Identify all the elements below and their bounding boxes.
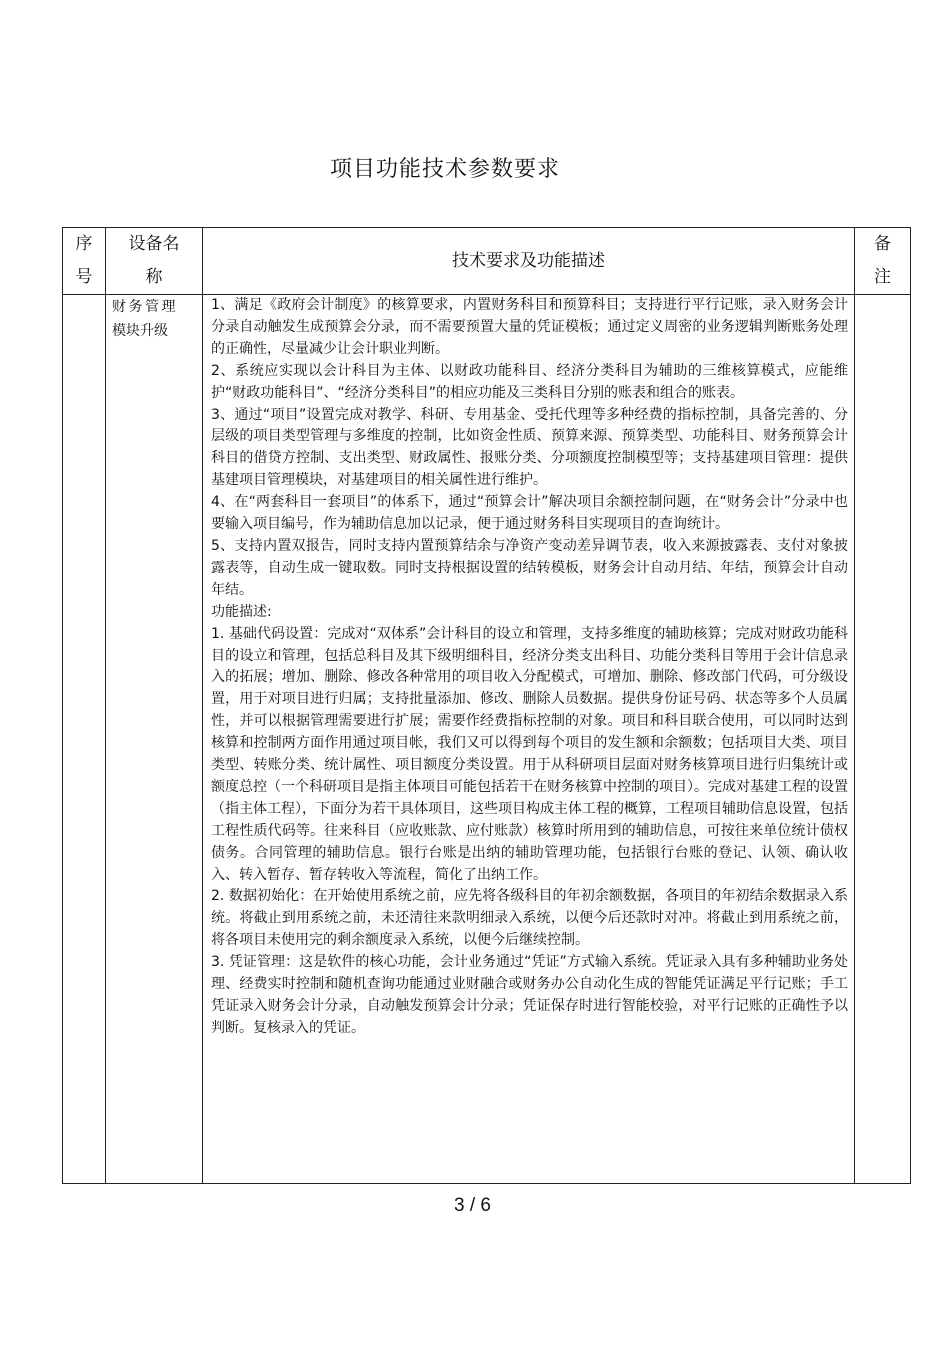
description-paragraph-5: 5、支持内置双报告，同时支持内置预算结余与净资产变动差异调节表，收入来源披露表、支付对象披露表等，自动生成一键取数。同时支持根据设置的结转模板，财务会计自动月结、年结，预算会计自动年结。	[211, 537, 848, 598]
row-note-cell	[855, 295, 911, 1184]
header-seq-line1: 序	[75, 234, 93, 254]
description-paragraph-1: 1、满足《政府会计制度》的核算要求，内置财务科目和预算科目；支持进行平行记账，录入财务会计分录自动触发生成预算会分录，而不需要预置大量的凭证模板；通过定义周密的业务逻辑判断账务处理的正确性，尽量减少让会计职业判断。	[211, 297, 848, 357]
header-note-line2: 注	[874, 267, 891, 287]
page-title: 项目功能技术参数要求	[329, 157, 560, 182]
function-item-voucher: 3. 凭证管理：这是软件的核心功能，会计业务通过“凭证”方式输入系统。凭证录入具有多种辅助业务处理、经费实时控制和随机查询功能通过业财融合或财务办公自动化生成的智能凭证满足平行记账；手工凭证录入财务会计分录，自动触发预算会计分录；凭证保存时进行智能校验，对平行记账的正确性予以判断。复核录入的凭证。	[211, 954, 848, 1036]
device-name-line1: 财务管理	[112, 299, 178, 315]
header-description: 技术要求及功能描述	[203, 228, 855, 295]
table-header-row	[63, 228, 911, 295]
page-number: 3 / 6	[454, 1195, 491, 1216]
header-device-line1: 设备名	[128, 234, 180, 254]
function-item-basic-codes: 1. 基础代码设置：完成对“双体系”会计科目的设立和管理，支持多维度的辅助核算；完成对财政功能科目的设立和管理，包括总科目及其下级明细科目，经济分类支出科目、功能分类科目等用于会计信息录入的拓展；增加、删除、修改各种常用的项目收入分配模式，可增加、删除、修改部门代码，可分级设置，用于对项目进行归属；支持批量添加、修改、删除人员数据。提供身份证号码、状态等多个人员属性，并可以根据管理需要进行扩展；需要作经费指标控制的对象。项目和科目联合使用，可以同时达到核算和控制两方面作用通过项目帐，我们又可以得到每个项目的发生额和余额数；包括项目大类、项目类型、转账分类、统计属性、项目额度分类设置。用于从科研项目层面对财务核算项目进行归集统计或额度总控（一个科研项目是指主体项目可能包括若干在财务核算中控制的项目）。完成对基建工程的设置（指主体工程），下面分为若干具体项目，这些项目构成主体工程的概算，工程项目辅助信息设置，包括工程性质代码等。往来科目（应收账款、应付账款）核算时所用到的辅助信息，可按往来单位统计债权债务。合同管理的辅助信息。银行台账是出纳的辅助管理功能，包括银行台账的登记、认领、确认收入、转入暂存、暂存转收入等流程，简化了出纳工作。	[211, 625, 848, 883]
description-text	[211, 295, 848, 1183]
description-paragraph-2: 2、系统应实现以会计科目为主体、以财政功能科目、经济分类科目为辅助的三维核算模式，应能维护“财政功能科目”、“经济分类科目”的相应功能及三类科目分别的账表和组合的账表。	[211, 362, 848, 401]
header-note	[855, 228, 911, 295]
header-device-name	[106, 228, 203, 295]
header-seq-line2: 号	[75, 267, 93, 287]
row-device-cell	[106, 295, 203, 1184]
header-device-line2: 称	[145, 267, 163, 287]
device-name-line2: 模块升级	[112, 323, 168, 339]
row-description-cell	[203, 295, 855, 1184]
description-paragraph-4: 4、在“两套科目一套项目”的体系下，通过“预算会计”解决项目余额控制问题，在“财务会计”分录中也要输入项目编号，作为辅助信息加以记录，便于通过财务科目实现项目的查询统计。	[211, 494, 848, 533]
header-note-line1: 备	[874, 234, 891, 254]
row-seq-cell	[63, 295, 106, 1184]
description-paragraph-3: 3、通过“项目”设置完成对教学、科研、专用基金、受托代理等多种经费的指标控制，具备完善的、分层级的项目类型管理与多维度的控制，比如资金性质、预算来源、预算类型、功能科目、财务预算会计科目的借贷方控制、支出类型、财政属性、报账分类、分项额度控制模型等；支持基建项目管理：提供基建项目管理模块，对基建项目的相关属性进行维护。	[211, 406, 848, 489]
header-seq	[63, 228, 106, 295]
spec-table	[62, 227, 911, 1184]
function-item-data-init: 2. 数据初始化：在开始使用系统之前，应先将各级科目的年初余额数据，各项目的年初结余数据录入系统。将截止到用系统之前，未还清往来款明细录入系统，以便今后还款时对冲。将截止到用系统之前，将各项目未使用完的剩余额度录入系统，以便今后继续控制。	[211, 888, 848, 949]
function-description-label: 功能描述:	[211, 603, 272, 620]
table-row	[63, 295, 911, 1184]
